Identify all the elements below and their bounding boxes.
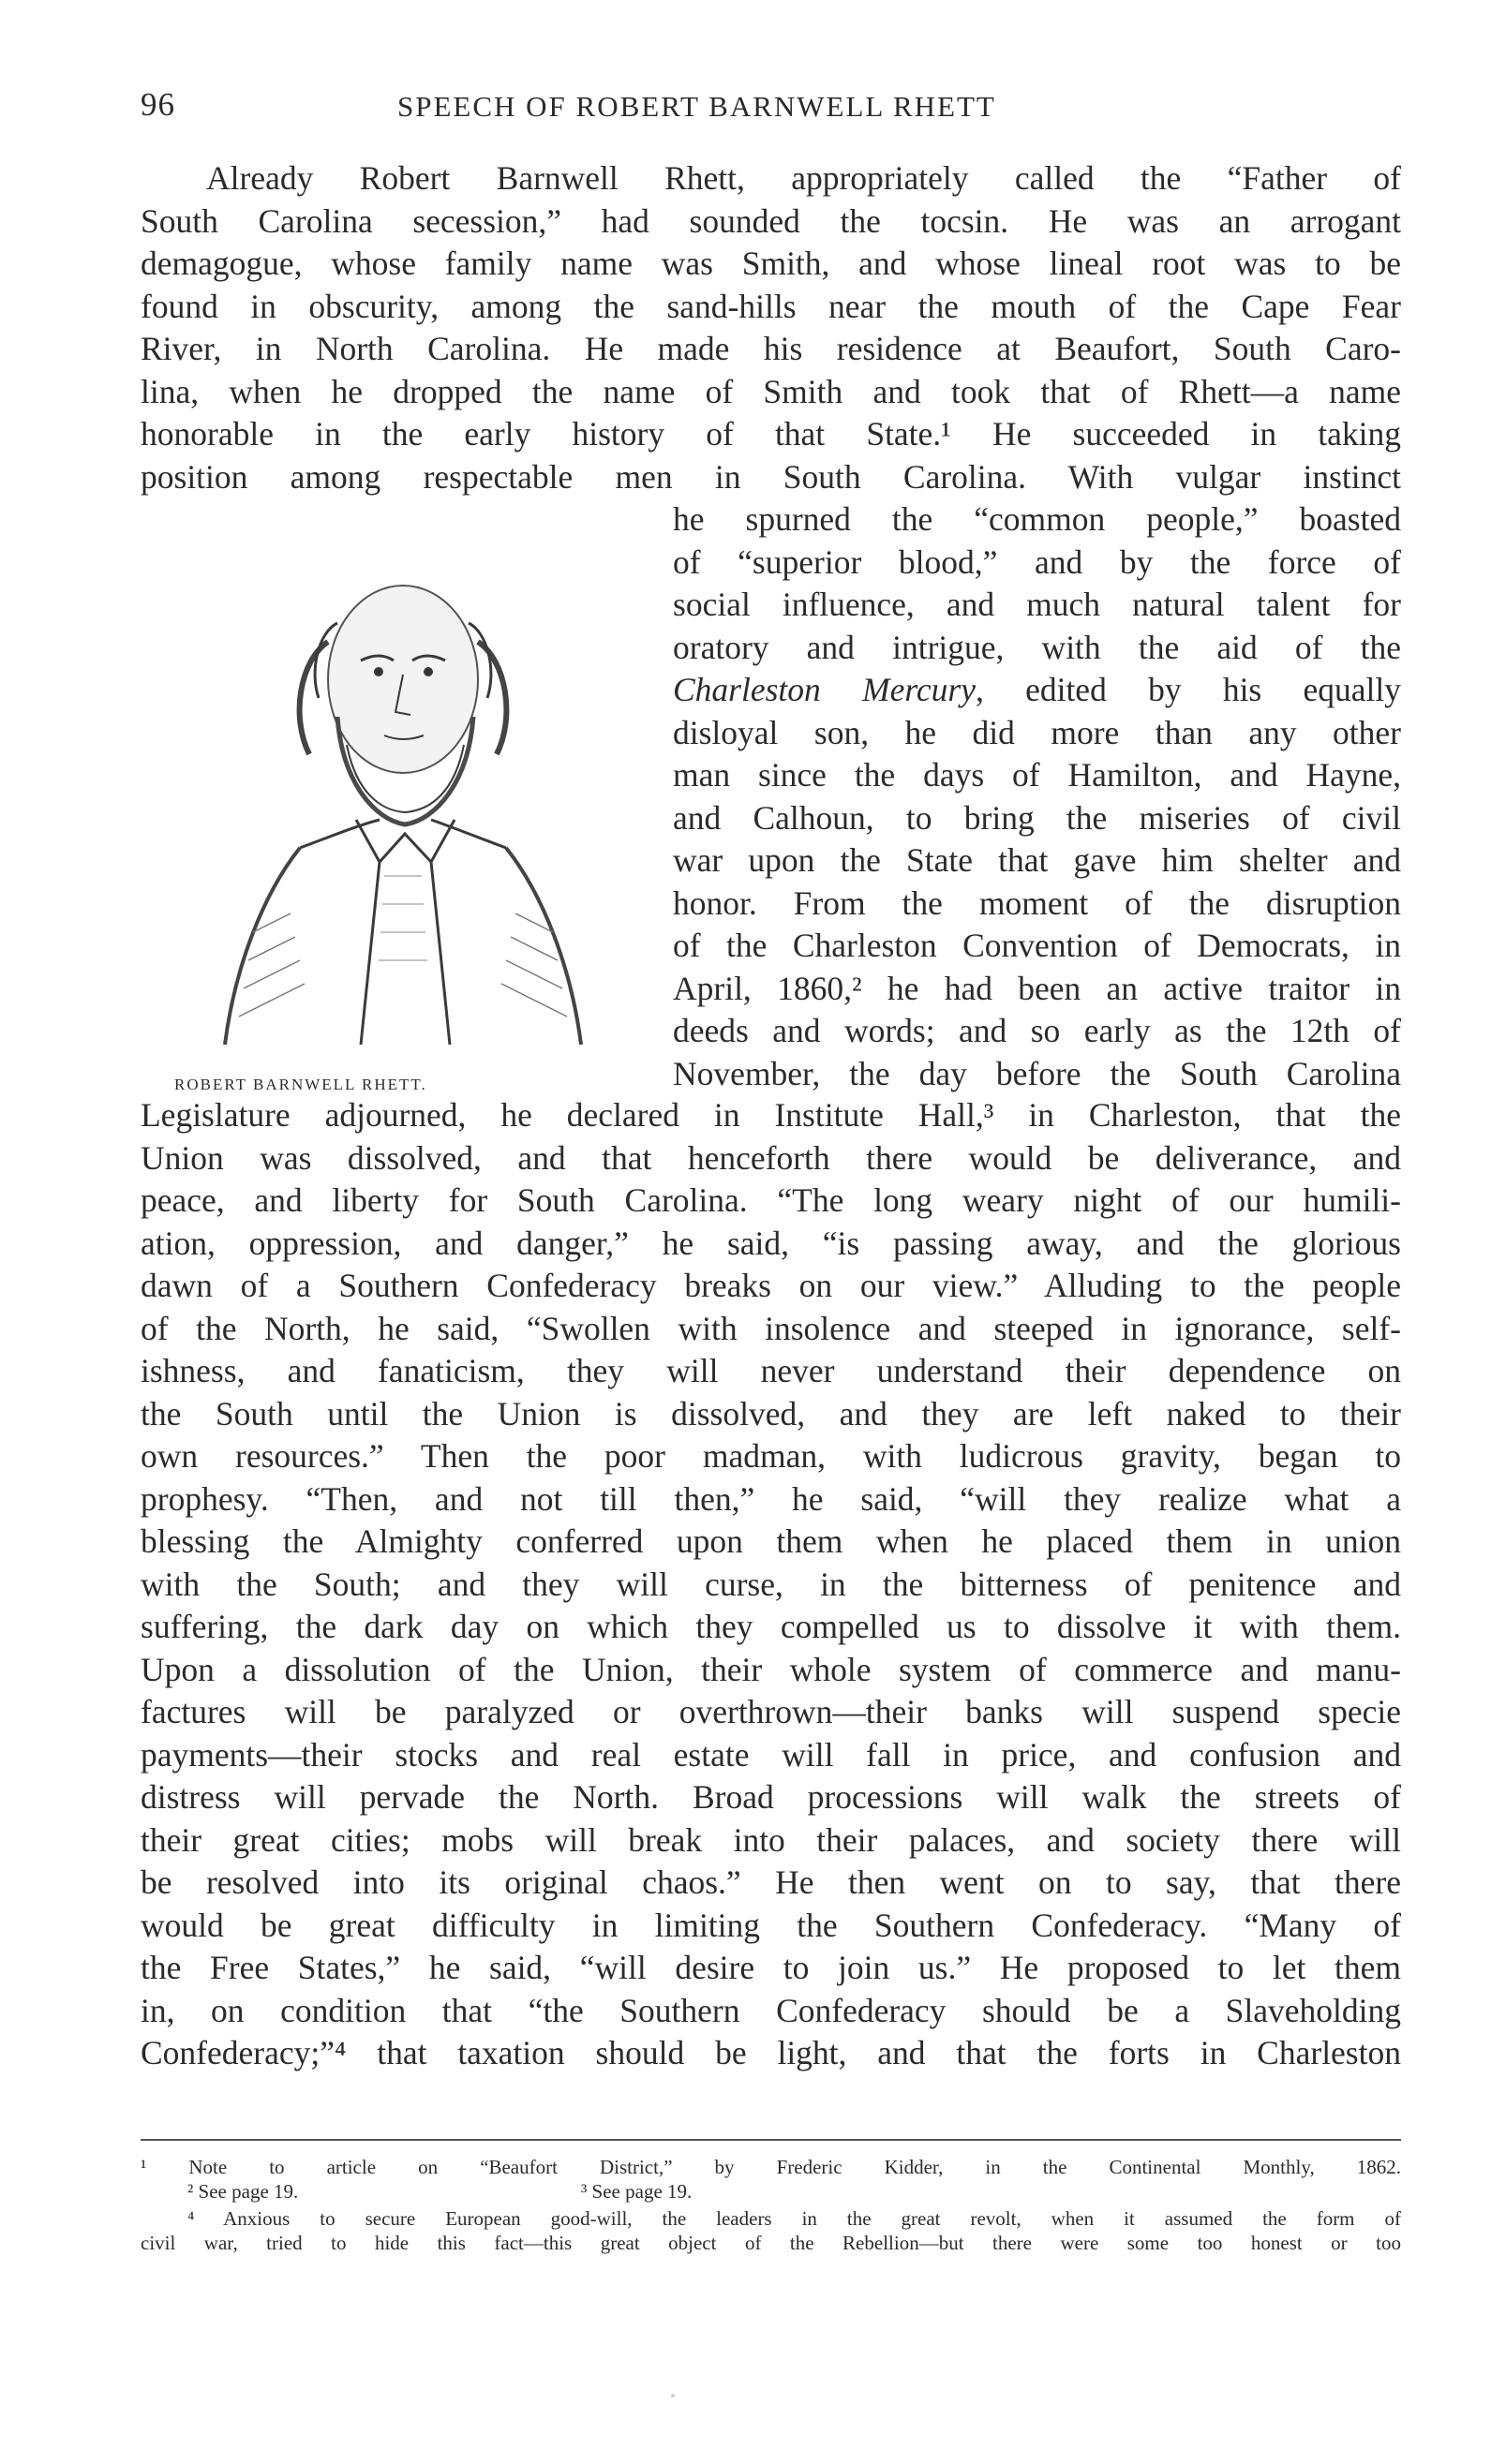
text-line: Confederacy;”⁴ that taxation should be light, and that the forts in Charleston (141, 2034, 1401, 2071)
text-line: of “superior blood,” and by the force of (673, 542, 1401, 581)
text-line: and Calhoun, to bring the miseries of civil (673, 798, 1401, 837)
text-line: oratory and intrigue, with the aid of the (673, 628, 1401, 666)
text-line: blessing the Almighty conferred upon them when he placed them in union (141, 1522, 1401, 1560)
text-line: honorable in the early history of that State.¹ He succeeded in taking (141, 415, 1401, 453)
text-line: of the North, he said, “Swollen with insolence and steeped in ignorance, self- (141, 1309, 1401, 1347)
text-line: the South until the Union is dissolved, and they are left naked to their (141, 1394, 1401, 1432)
text-line: honor. From the moment of the disruption (673, 883, 1401, 922)
page-mark (671, 2394, 675, 2397)
newspaper-title: Charleston Mercury (673, 671, 976, 708)
text-line: River, in North Carolina. He made his residence at Beaufort, South Caro- (141, 330, 1401, 367)
text-line: Union was dissolved, and that henceforth there would be deliverance, and (141, 1138, 1401, 1177)
footnote-rule (141, 2139, 1401, 2141)
text-line: November, the day before the South Carolina (673, 1054, 1401, 1092)
text-line: distress will pervade the North. Broad processions will walk the streets of (141, 1778, 1401, 1816)
text-line: April, 1860,² he had been an active traitor in (673, 969, 1401, 1007)
text-line: of the Charleston Convention of Democrats, in (673, 927, 1401, 964)
text-line: suffering, the dark day on which they compelled us to dissolve it with them. (141, 1608, 1401, 1645)
text-line: be resolved into its original chaos.” He then went on to say, that there (141, 1863, 1401, 1901)
footnote-3: ³ See page 19. (581, 2180, 693, 2203)
footnote-4-line-1: ⁴ Anxious to secure European good-will, the leaders in the great revolt, when it assumed the form of (187, 2207, 1401, 2230)
page-number: 96 (141, 86, 175, 123)
text-line: prophesy. “Then, and not till then,” he said, “will they realize what a (141, 1479, 1401, 1518)
text-line: position among respectable men in South Carolina. With vulgar instinct (141, 457, 1401, 496)
running-head: SPEECH OF ROBERT BARNWELL RHETT (397, 90, 996, 123)
text-line: he spurned the “common people,” boasted (673, 500, 1401, 538)
footnote-1: ¹ Note to article on “Beaufort District,” by Frederic Kidder, in the Continental Monthly, 1862. (141, 2156, 1401, 2178)
text-line: social influence, and much natural talent for (673, 586, 1401, 623)
footnote-2: ² See page 19. (187, 2180, 299, 2203)
text-line: found in obscurity, among the sand-hills near the mouth of the Cape Fear (141, 287, 1401, 325)
text-line: the Free States,” he said, “will desire to join us.” He proposed to let them (141, 1949, 1401, 1986)
text-line: Upon a dissolution of the Union, their whole system of commerce and manu- (141, 1650, 1401, 1688)
text-line: lina, when he dropped the name of Smith and took that of Rhett—a name (141, 372, 1401, 410)
text-line: man since the days of Hamilton, and Hayne, (673, 756, 1401, 794)
text-line: war upon the State that gave him shelter and (673, 841, 1401, 879)
text-line: Already Robert Barnwell Rhett, appropriately called the “Father of (206, 159, 1401, 197)
text-line: in, on condition that “the Southern Confederacy should be a Slaveholding (141, 1991, 1401, 2029)
text-line: own resources.” Then the poor madman, with ludicrous gravity, began to (141, 1437, 1401, 1475)
text-line: ishness, and fanaticism, they will never understand their dependence on (141, 1352, 1401, 1389)
page-header (141, 86, 1396, 133)
text-line: dawn of a Southern Confederacy breaks on our view.” Alluding to the people (141, 1267, 1401, 1304)
text-line: disloyal son, he did more than any other (673, 713, 1401, 751)
text-line: demagogue, whose family name was Smith, and whose lineal root was to be (141, 245, 1401, 282)
footnote-4-line-2: civil war, tried to hide this fact—this great object of the Rebellion—but there were some too honest or too (141, 2232, 1401, 2254)
text-line: factures will be paralyzed or overthrown—their banks will suspend specie (141, 1693, 1401, 1730)
text-line: ation, oppression, and danger,” he said, “is passing away, and the glorious (141, 1224, 1401, 1262)
text-line: payments—their stocks and real estate will fall in price, and confusion and (141, 1735, 1401, 1774)
text-line: deeds and words; and so early as the 12th of (673, 1012, 1401, 1049)
text-line: Legislature adjourned, he declared in Institute Hall,³ in Charleston, that the (141, 1096, 1401, 1134)
text-line: Charleston Mercury, edited by his equally (673, 671, 1401, 708)
text-line: with the South; and they will curse, in the bitterness of penitence and (141, 1565, 1401, 1603)
text-line: their great cities; mobs will break into their palaces, and society there will (141, 1820, 1401, 1859)
portrait-caption: ROBERT BARNWELL RHETT. (174, 1076, 427, 1093)
portrait-engraving (159, 539, 647, 1063)
text-line: would be great difficulty in limiting the Southern Confederacy. “Many of (141, 1906, 1401, 1944)
text-line: peace, and liberty for South Carolina. “The long weary night of our humili- (141, 1181, 1401, 1219)
text-line: South Carolina secession,” had sounded the tocsin. He was an arrogant (141, 201, 1401, 240)
